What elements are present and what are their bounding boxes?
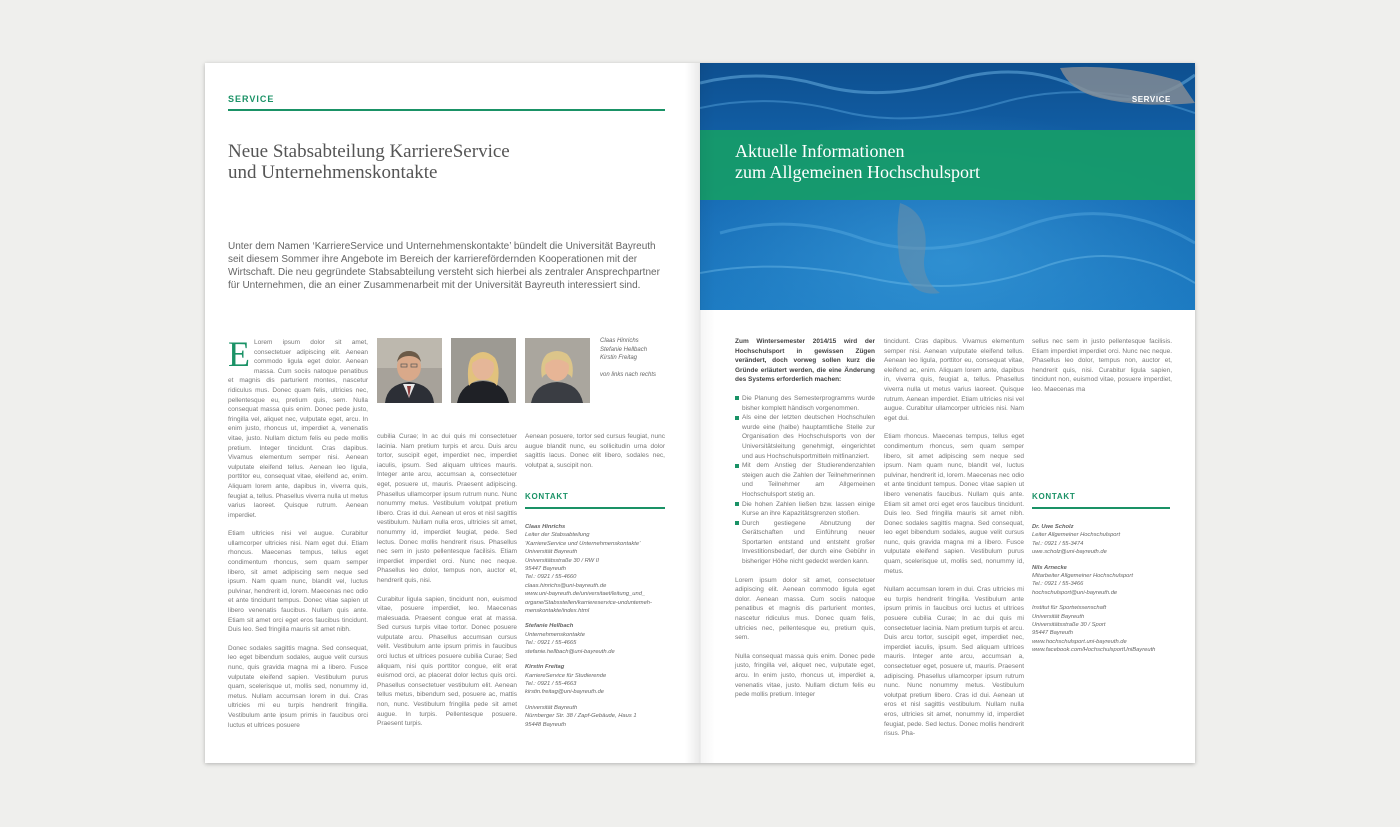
body-column-2 bbox=[884, 337, 1024, 748]
contact-web-link[interactable]: menskontakte/index.html bbox=[525, 608, 590, 615]
title-line: zum Allgemeinen Hochschulsport bbox=[735, 162, 980, 182]
contact-entry bbox=[1032, 523, 1182, 557]
contact-web-link[interactable]: www.facebook.com/HochschulsportUniBayreuth bbox=[1032, 647, 1156, 654]
body-paragraph: Aenean posuere, tortor sed cursus feugiat, nunc augue blandit nunc, eu sollicitudin urna dolor sagittis lacus. Donec elit libero, sodales nec, volutpat a, suscipit non. bbox=[525, 433, 665, 469]
contact-line: KarriereService für Studierende bbox=[525, 672, 607, 679]
contact-entry bbox=[1032, 564, 1182, 598]
body-paragraph: Nullam accumsan lorem in dui. Cras ultricies mi eu turpis hendrerit fringilla. Vestibulum ante ipsum primis in faucibus orci luctus et ultrices posuere cubilia Curae; In ac dui quis mi consectetuer lacinia. Nam pretium turpis et arcu. Duis arcu tortor, suscipit eget, imperdiet nec, imperdiet iaculis, ipsum. Sed aliquam ultrices mauris. Integer ante arcu, accumsan a, consectetuer eget, posuere ut, mauris. Praesent adipiscing. Phasellus ullamcorper ipsum rutrum nunc. Nunc nonummy metus. Vestibulum volutpat pretium libero. Cras id dui. Aenean ut eros et nisl sagittis vestibulum. Nullam nulla eros, ultricies sit amet, nonummy id, imperdiet feugiat, pede. Sed lectus. Donec mollis hendrerit risus. Pha- bbox=[884, 586, 1024, 738]
contact-line: ‘KarriereService und Unternehmenskontakte’ bbox=[525, 540, 641, 547]
page-title bbox=[735, 141, 1155, 183]
contact-line: 95448 Bayreuth bbox=[525, 721, 566, 728]
contact-line: 95447 Bayreuth bbox=[525, 566, 566, 573]
contact-phone: Tel.: 0921 / 55-3466 bbox=[1032, 581, 1084, 588]
lead-paragraph: Zum Wintersemester 2014/15 wird der Hochschulsport in gewissen Zügen verändert, doch vorweg sollen kurz die Gründe erläutert werden, die eine Änderung des Systems erforderlich machen: bbox=[735, 338, 875, 384]
contact-name: Nils Arnecke bbox=[1032, 564, 1067, 571]
body-paragraph: Donec sodales sagittis magna. Sed consequat, leo eget bibendum sodales, augue velit cursus nunc, quis gravida magna mi a libero. Fusce vulputate eleifend sapien. Vestibulum purus quam, scelerisque ut, mollis sed, nonummy id, metus. Nullam accumsan lorem in dui. Cras ultricies mi eu turpis hendrerit fringilla. Vestibulum ante ipsum primis in faucibus orci luctus et ultrices posuere bbox=[228, 644, 368, 729]
hero-image-swimmer bbox=[700, 63, 1195, 310]
body-paragraph: tincidunt. Cras dapibus. Vivamus elementum semper nisi. Aenean vulputate eleifend tellus. Aenean leo ligula, porttitor eu, consequat vitae, eleifend ac, enim. Aliquam lorem ante, dapibus in, viverra quis, feugiat a, tellus. Phasellus viverra nulla ut metus varius laoreet. Quisque rutrum. Aenean imperdiet. Etiam ultricies nisi vel augue. Curabitur ullamcorper ultricies nisi. Nam eget dui. bbox=[884, 338, 1024, 422]
body-paragraph: Etiam rhoncus. Maecenas tempus, tellus eget condimentum rhoncus, sem quam semper libero, sit amet adipiscing sem neque sed ipsum. Nam quam nunc, blandit vel, luctus pulvinar, hendrerit id, lorem. Maecenas nec odio et ante tincidunt tempus. Donec vitae sapien ut libero venenatis faucibus. Nullam quis ante. Etiam sit amet orci eget eros faucibus tincidunt. Duis leo. Sed fringilla mauris sit amet nibh. Donec sodales sagittis magna. Sed consequat, leo eget bibendum sodales, augue velit cursus nunc, quis gravida magna mi a libero. Fusce vulputate eleifend sapien. Vestibulum purus quam, scelerisque ut, mollis sed, nonummy id, metus. bbox=[884, 433, 1024, 575]
contact-web-link[interactable]: www.hochschulsport.uni-bayreuth.de bbox=[1032, 638, 1127, 645]
caption-line: Kirstin Freitag bbox=[600, 355, 638, 361]
body-column-2 bbox=[377, 432, 517, 738]
contact-email-link[interactable]: uwe.scholz@uni-bayreuth.de bbox=[1032, 549, 1107, 556]
intro-paragraph: Unter dem Namen ‘KarriereService und Unternehmenskontakte’ bündelt die Universität Bayreuth seit diesem Sommer ihre Angebote im Bereich der karrierefördernden Kooperationen mit der Wirtschaft. Die neu gegründete Stabsabteilung versteht sich hierbei als zentraler Ansprechpartner für Unternehmen, die an einer Zusammenarbeit mit der Universität Bayreuth interessiert sind. bbox=[228, 241, 660, 291]
contact-heading: KONTAKT bbox=[1032, 492, 1076, 501]
title-line: Aktuelle Informationen bbox=[735, 141, 905, 161]
contact-line: Institut für Sportwissenschaft bbox=[1032, 605, 1107, 612]
left-page bbox=[205, 63, 700, 763]
body-paragraph bbox=[228, 334, 368, 520]
bullet-list bbox=[735, 394, 875, 567]
portrait-photo-claas-hinrichs bbox=[377, 338, 442, 403]
contact-email-link[interactable]: hochschulsport@uni-bayreuth.de bbox=[1032, 589, 1118, 596]
contact-block bbox=[1032, 523, 1182, 662]
contact-email-link[interactable]: kirstin.freitag@uni-bayreuth.de bbox=[525, 689, 605, 696]
body-column-1 bbox=[735, 337, 875, 709]
body-paragraph: Curabitur ligula sapien, tincidunt non, euismod vitae, posuere imperdiet, leo. Maecenas malesuada. Praesent congue erat at massa. Sed cursus turpis vitae tortor. Donec posuere vulputate arcu. Phasellus accumsan cursus velit. Vestibulum ante ipsum primis in faucibus orci luctus et ultrices posuere cubilia Curae; Sed aliquam, nisi quis porttitor congue, elit erat euismod orci, ac placerat dolor lectus quis orci. Phasellus consectetuer vestibulum elit. Aenean tellus metus, bibendum sed, posuere ac, mattis non, nunc. Vestibulum fringilla pede sit amet augue. In turpis. Pellentesque posuere. Praesent turpis. bbox=[377, 595, 517, 728]
bullet-item: Als eine der letzten deutschen Hochschulen wurde eine (halbe) hauptamtliche Stelle zur Organisation des Hochschulsports von der Universitätsleitung genehmigt, eingerichtet und aus Hochschulsportmitteln mitfinanziert. bbox=[735, 413, 875, 461]
contact-line: Universität Bayreuth bbox=[525, 704, 578, 711]
body-paragraph: cubilia Curae; In ac dui quis mi consectetuer lacinia. Nam pretium turpis et arcu. Duis arcu tortor, suscipit eget, imperdiet nec, imperdiet iaculis, ipsum. Sed aliquam ultrices mauris. Integer ante arcu, accumsan a, consectetuer eget, posuere ut, mauris. Praesent adipiscing. Phasellus ullamcorper ipsum rutrum nunc. Nunc nonummy metus. Vestibulum volutpat pretium libero. Cras id dui. Aenean ut eros et nisl sagittis vestibulum. Nullam nulla eros, ultricies sit amet, nonummy id, imperdiet feugiat, pede. Sed lectus. Donec mollis hendrerit risus. Phasellus nec sem in justo pellentesque facilisis. Etiam imperdiet imperdiet orci. Nunc nec neque. Phasellus leo dolor, tempus non, auctor et, hendrerit quis, nisi. bbox=[377, 433, 517, 584]
bullet-item: Die hohen Zahlen ließen bzw. lassen einige Kurse an ihre Kapazitätsgrenzen stoßen. bbox=[735, 500, 875, 519]
bullet-item: Mit dem Anstieg der Studierendenzahlen steigen auch die Zahlen der Teilnehmerinnen und Teilnehmer am Allgemeinen Hochschulsport stetig an. bbox=[735, 461, 875, 499]
contact-email-link[interactable]: stefanie.hellbach@uni-bayreuth.de bbox=[525, 648, 615, 655]
contact-web-link[interactable]: organe/Stabsstellen/karriereservice-unduntemeh- bbox=[525, 599, 652, 606]
section-label: SERVICE bbox=[1131, 95, 1171, 104]
contact-entry bbox=[525, 523, 675, 615]
contact-name: Claas Hinrichs bbox=[525, 524, 566, 530]
right-page bbox=[700, 63, 1195, 763]
photo-caption bbox=[600, 337, 656, 379]
contact-phone: Tel.: 0921 / 55-4665 bbox=[525, 640, 577, 647]
caption-line: Stefanie Hellbach bbox=[600, 346, 648, 353]
contact-web-link[interactable]: www.uni-bayreuth.de/universitaet/leitung_und_ bbox=[525, 591, 646, 598]
contact-line: Leiter Allgemeiner Hochschulsport bbox=[1032, 532, 1121, 539]
contact-line: Universitätsstraße 30 / RW II bbox=[525, 557, 599, 564]
contact-line: Nürnberger Str. 38 / Zapf-Gebäude, Haus 1 bbox=[525, 713, 637, 720]
contact-line: Leiter der Stabsabteilung bbox=[525, 532, 590, 539]
contact-block bbox=[525, 523, 675, 736]
page-title bbox=[228, 141, 648, 183]
body-paragraph: Lorem ipsum dolor sit amet, consectetuer adipiscing elit. Aenean commodo ligula eget dolor. Aenean massa. Cum sociis natoque penatibus et magnis dis parturient montes, nascetur ridiculus mus. Donec quam felis, ultricies nec, pellentesque eu, pretium quis, sem. bbox=[735, 576, 875, 642]
contact-line: Universitätsstraße 30 / Sport bbox=[1032, 622, 1106, 629]
contact-entry bbox=[525, 663, 675, 697]
contact-entry bbox=[525, 704, 675, 729]
body-column-3 bbox=[1032, 337, 1172, 404]
contact-rule bbox=[525, 507, 665, 509]
contact-email-link[interactable]: claas.hinrichs@uni-bayreuth.de bbox=[525, 582, 607, 589]
caption-line: von links nach rechts bbox=[600, 371, 657, 378]
contact-line: Universität Bayreuth bbox=[525, 549, 578, 556]
portrait-photo-kirstin-freitag bbox=[525, 338, 590, 403]
bullet-item: Durch gestiegene Abnutzung der Gerätschaften und Einführung neuer Sportarten entstand und entsteht großer Investitionsbedarf, der durch eine Gebühr in bisheriger Höhe nicht gedeckt werden kann. bbox=[735, 519, 875, 567]
contact-name: Stefanie Hellbach bbox=[525, 623, 574, 630]
contact-rule bbox=[1032, 507, 1170, 509]
caption-line: Claas Hinrichs bbox=[600, 338, 639, 344]
contact-line: 95447 Bayreuth bbox=[1032, 630, 1073, 637]
contact-heading: KONTAKT bbox=[525, 492, 569, 501]
contact-name: Kirstin Freitag bbox=[525, 664, 565, 671]
body-paragraph: Nulla consequat massa quis enim. Donec pede justo, fringilla vel, aliquet nec, vulputate eget, arcu. In enim justo, rhoncus ut, imperdiet a, venenatis vitae, justo. Nullam dictum felis eu pede mollis pretium. Integer bbox=[735, 652, 875, 699]
paragraph-text: Lorem ipsum dolor sit amet, consectetuer adipiscing elit. Aenean commodo ligula eget dolor. Aenean massa. Cum sociis natoque penatibus et magnis dis parturient montes, nascetur ridiculus mus. Donec quam felis, ultricies nec, pellentesque eu, pretium quis, sem. Nulla consequat massa quis enim. Donec pede justo, fringilla vel, aliquet nec, vulputate eget, arcu. In enim justo, rhoncus ut, imperdiet a, venenatis vitae, justo. Nullam dictum felis eu pede mollis pretium. Integer tincidunt. Cras dapibus. Vivamus elementum semper nisi. Aenean vulputate eleifend tellus. Aenean leo ligula, porttitor eu, consequat vitae, eleifend ac, enim. Aliquam lorem ante, dapibus in, viverra quis, feugiat a, tellus. Phasellus viverra nulla ut metus varius laoreet. Quisque rutrum. Aenean imperdiet. bbox=[228, 339, 368, 519]
body-paragraph: Etiam ultricies nisi vel augue. Curabitur ullamcorper ultricies nisi. Nam eget dui. Etiam rhoncus. Maecenas tempus, tellus eget condimentum rhoncus, sem quam semper libero, sit amet adipiscing sem neque sed ipsum. Nam quam nunc, blandit vel, luctus pulvinar, hendrerit id, lorem. Maecenas nec odio et ante tincidunt tempus. Donec vitae sapien ut libero venenatis faucibus. Nullam quis ante. Etiam sit amet orci eget eros faucibus tincidunt. Duis leo. Sed fringilla mauris sit amet nibh. bbox=[228, 530, 368, 634]
contact-line: Unternehmenskontakte bbox=[525, 631, 585, 638]
contact-entry bbox=[525, 622, 675, 656]
contact-line: Mitarbeiter Allgemeiner Hochschulsport bbox=[1032, 573, 1133, 580]
bullet-item: Die Planung des Semesterprogramms wurde bisher komplett händisch vorgenommen. bbox=[735, 394, 875, 413]
title-line: und Unternehmenskontakte bbox=[228, 162, 438, 183]
section-rule bbox=[228, 109, 665, 111]
contact-phone: Tel.: 0921 / 55-4660 bbox=[525, 574, 577, 581]
magazine-spread bbox=[205, 63, 1195, 763]
body-paragraph: sellus nec sem in justo pellentesque facilisis. Etiam imperdiet imperdiet orci. Nunc nec neque. Phasellus leo dolor, tempus non, auctor et, hendrerit quis, nisi. Curabitur ligula sapien, tincidunt non, euismod vitae, posuere imperdiet, leo. Maecenas ma bbox=[1032, 338, 1172, 393]
portrait-photo-stefanie-hellbach bbox=[451, 338, 516, 403]
contact-phone: Tel.: 0921 / 55-4663 bbox=[525, 680, 577, 687]
section-label: SERVICE bbox=[228, 94, 275, 104]
body-column-3 bbox=[525, 432, 665, 479]
contact-entry bbox=[1032, 604, 1182, 654]
contact-line: Universität Bayreuth bbox=[1032, 613, 1085, 620]
drop-cap: E bbox=[228, 334, 250, 374]
title-line: Neue Stabsabteilung KarriereService bbox=[228, 141, 510, 162]
contact-name: Dr. Uwe Scholz bbox=[1032, 524, 1074, 530]
contact-phone: Tel.: 0921 / 55-3474 bbox=[1032, 540, 1084, 547]
body-column-1 bbox=[228, 334, 368, 739]
